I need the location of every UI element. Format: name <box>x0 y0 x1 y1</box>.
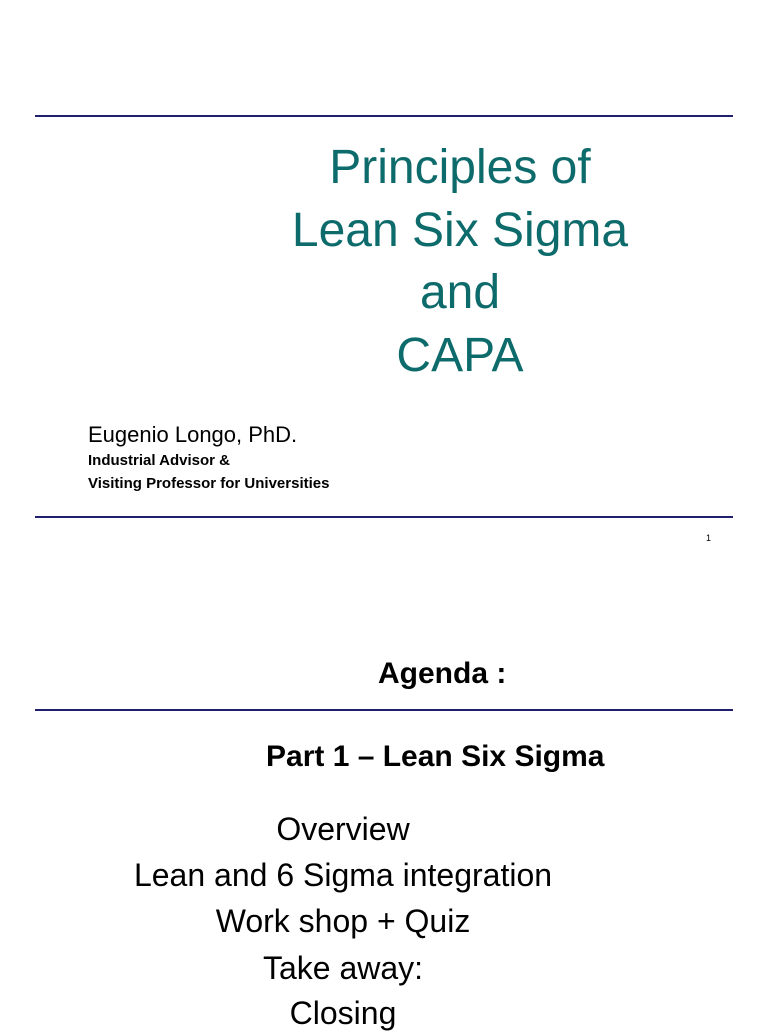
title-line-4: CAPA <box>396 329 524 382</box>
author-role-line-2: Visiting Professor for Universities <box>88 475 330 492</box>
agenda-item-workshop: Work shop + Quiz <box>215 903 471 939</box>
agenda-item-closing: Closing <box>289 995 397 1031</box>
agenda-item-takeaway: Take away: <box>262 950 424 986</box>
page-number: 1 <box>706 533 712 543</box>
bottom-divider <box>35 516 733 518</box>
agenda-heading: Agenda : <box>378 657 507 690</box>
top-divider <box>35 115 733 117</box>
author-name: Eugenio Longo, PhD. <box>88 422 298 447</box>
title-line-1: Principles of <box>329 141 591 194</box>
part-title: Part 1 – Lean Six Sigma <box>266 740 605 773</box>
title-line-3: and <box>419 266 501 319</box>
agenda-item-overview: Overview <box>276 811 410 847</box>
author-role-line-1: Industrial Advisor & <box>88 452 230 469</box>
title-line-2: Lean Six Sigma <box>291 204 629 257</box>
agenda-item-integration: Lean and 6 Sigma integration <box>133 857 553 893</box>
agenda-divider <box>35 709 733 711</box>
